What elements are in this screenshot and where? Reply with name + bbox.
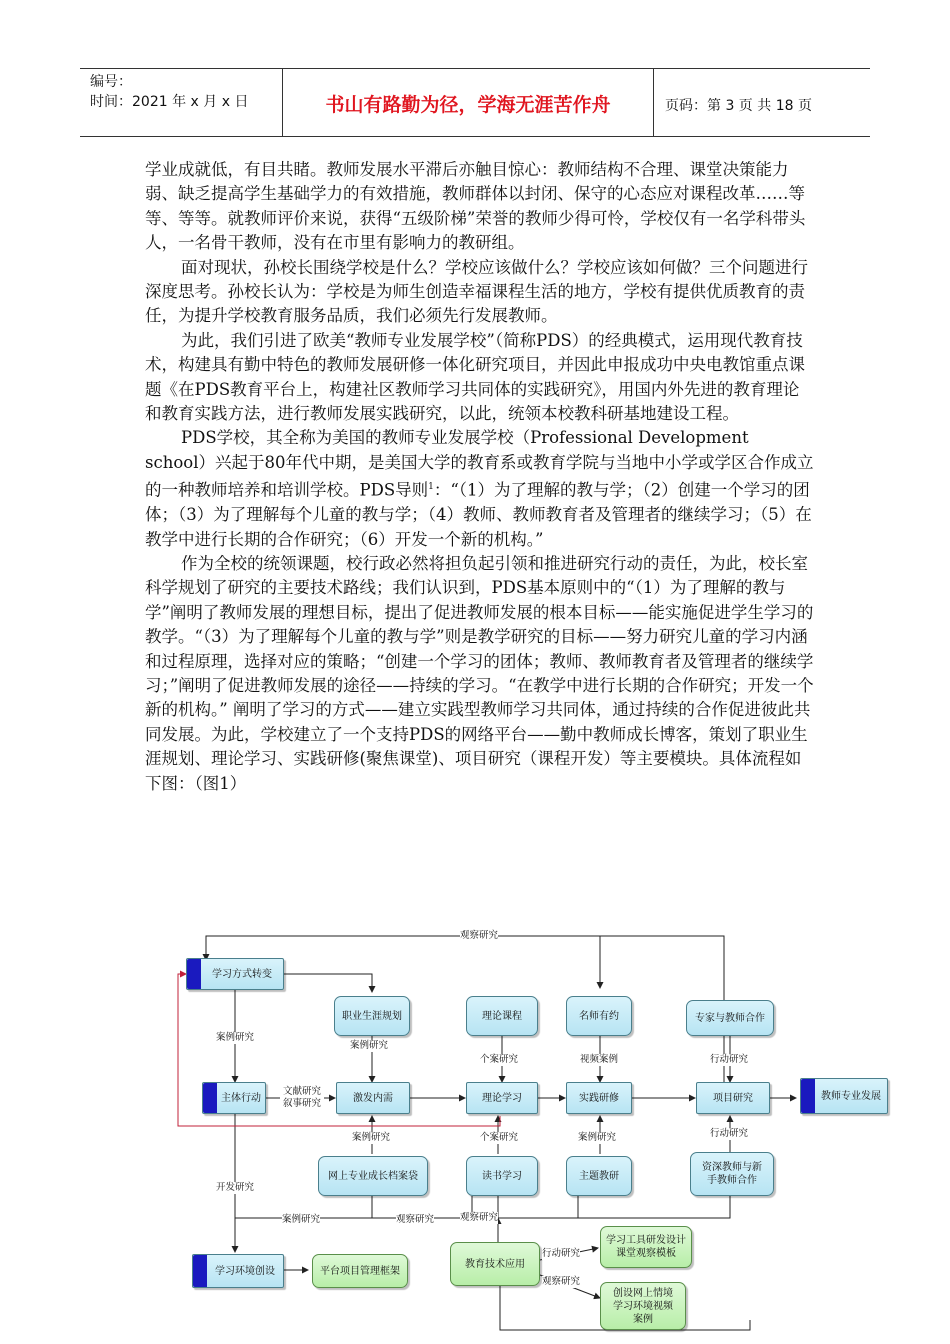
edge-label: 案例研究	[352, 1132, 391, 1143]
edge-label: 个案研究	[480, 1054, 519, 1065]
node-marker	[203, 1083, 217, 1113]
edge-label: 文献研究叙事研究	[280, 1086, 324, 1110]
paragraph-text: ：“（1）为了理解的教与学；（2）创建一个学习的团体；（3）为了理解每个儿童的教与学；（4）教师、教师教育者及管理者的继续学习；（5）在教学中进行长期的合作研究；（6）开发一个新的机构。”	[145, 480, 812, 549]
node-reading: 读书学习	[466, 1156, 538, 1196]
node-platform: 平台项目管理框架	[312, 1254, 408, 1288]
header-top-rule	[80, 68, 870, 69]
node-famous-teacher: 名师有约	[566, 996, 632, 1036]
flow-diagram	[160, 930, 890, 1335]
node-subject-action: 主体行动	[202, 1082, 266, 1114]
edge-label: 案例研究	[282, 1214, 321, 1225]
header-meta	[90, 72, 248, 112]
edge-label: 视频案例	[580, 1054, 619, 1065]
node-online-archive: 网上专业成长档案袋	[318, 1156, 428, 1196]
header-motto: 书山有路勤为径，学海无涯苦作舟	[325, 94, 611, 116]
paragraph-text: PDS学校，其全称为美国的教师专业发展学校（Professional Development school）兴起于80年代中期，是美国大学的教育系或教育学院与当地中小学或学区合作成立的一种教师培养和培训学校。PDS导则	[145, 428, 814, 500]
footnote-marker: 1	[428, 482, 434, 493]
edge-label: 行动研究	[710, 1054, 749, 1065]
document-body	[145, 158, 815, 796]
page-number: 页码：第 3 页 共 18 页	[665, 98, 812, 114]
edge-label: 观察研究	[460, 930, 499, 941]
paragraph: 面对现状，孙校长围绕学校是什么？学校应该做什么？学校应该如何做？三个问题进行深度思考。孙校长认为：学校是为师生创造幸福课程生活的地方，学校有提供优质教育的责任，为提升学校教育服务品质，我们必须先行发展教师。	[145, 257, 808, 326]
node-career-plan: 职业生涯规划	[334, 996, 410, 1036]
header-bottom-rule	[80, 136, 870, 137]
node-mentor: 资深教师与新手教师合作	[690, 1152, 774, 1196]
node-motivation: 激发内需	[336, 1082, 410, 1114]
header-divider	[282, 68, 283, 136]
node-env-create: 学习环境创设	[192, 1254, 284, 1288]
edge-label: 个案研究	[480, 1132, 519, 1143]
edge-label: 开发研究	[216, 1182, 255, 1193]
node-practice: 实践研修	[566, 1082, 632, 1114]
edge-label: 行动研究	[542, 1248, 581, 1259]
node-edu-tech: 教育技术应用	[450, 1242, 540, 1286]
node-theme-research: 主题教研	[566, 1156, 632, 1196]
edge-label: 观察研究	[542, 1276, 581, 1287]
node-marker	[801, 1079, 815, 1113]
edge-label: 观察研究	[460, 1212, 499, 1223]
node-expert-coop: 专家与教师合作	[686, 1000, 774, 1036]
edge-label: 案例研究	[350, 1040, 389, 1051]
paragraph: 为此，我们引进了欧美“教师专业发展学校”（简称PDS）的经典模式，运用现代教育技术，构建具有勤中特色的教师发展研修一体化研究项目，并因此申报成功中央电教馆重点课题《在PDS教育平台上，构建社区教师学习共同体的实践研究》，用国内外先进的教育理论和教育实践方法，进行教师发展实践研究，以此，统领本校教科研基地建设工程。	[145, 330, 805, 424]
node-learning-style: 学习方式转变	[186, 958, 284, 990]
edge-label: 案例研究	[578, 1132, 617, 1143]
node-online-env: 创设网上情境学习环境视频案例	[600, 1282, 686, 1330]
header-divider	[653, 68, 654, 136]
edge-label: 观察研究	[396, 1214, 435, 1225]
node-teacher-dev: 教师专业发展	[800, 1078, 888, 1114]
node-theory-study: 理论学习	[466, 1082, 538, 1114]
node-marker	[193, 1255, 207, 1287]
date-label: 时间：2021 年 x 月 x 日	[90, 94, 249, 110]
edge-label: 行动研究	[710, 1128, 749, 1139]
node-tools: 学习工具研发设计课堂观察模板	[600, 1226, 692, 1268]
node-marker	[187, 959, 201, 989]
paragraph: 作为全校的统领课题，校行政必然将担负起引领和推进研究行动的责任，为此，校长室科学规划了研究的主要技术路线；我们认识到，PDS基本原则中的“（1）为了理解的教与学”阐明了教师发展的理想目标，提出了促进教师发展的根本目标——能实施促进学生学习的教学。“（3）为了理解每个儿童的教与学”则是教学研究的目标——努力研究儿童的学习内涵和过程原理，选择对应的策略；“创建一个学习的团体；教师、教师教育者及管理者的继续学习；”阐明了促进教师发展的途径——持续的学习。“在教学中进行长期的合作研究；开发一个新的机构。” 阐明了学习的方式——建立实践型教师学习共同体，通过持续的合作促进彼此共同发展。为此，学校建立了一个支持PDS的网络平台——勤中教师成长博客，策划了职业生涯规划、理论学习、实践研修(聚焦课堂)、项目研究（课程开发）等主要模块。具体流程如下图：（图1）	[145, 554, 814, 793]
serial-label: 编号：	[90, 74, 132, 90]
node-project: 项目研究	[696, 1082, 770, 1114]
node-theory-course: 理论课程	[466, 996, 538, 1036]
paragraph: 学业成就低，有目共睹。教师发展水平滞后亦触目惊心：教师结构不合理、课堂决策能力弱、缺乏提高学生基础学力的有效措施，教师群体以封闭、保守的心态应对课程改革……等等、等等。就教师评价来说，获得“五级阶梯”荣誉的教师少得可怜，学校仅有一名学科带头人，一名骨干教师，没有在市里有影响力的教研组。	[145, 160, 806, 253]
edge-label: 案例研究	[216, 1032, 255, 1043]
paragraph	[145, 426, 815, 552]
